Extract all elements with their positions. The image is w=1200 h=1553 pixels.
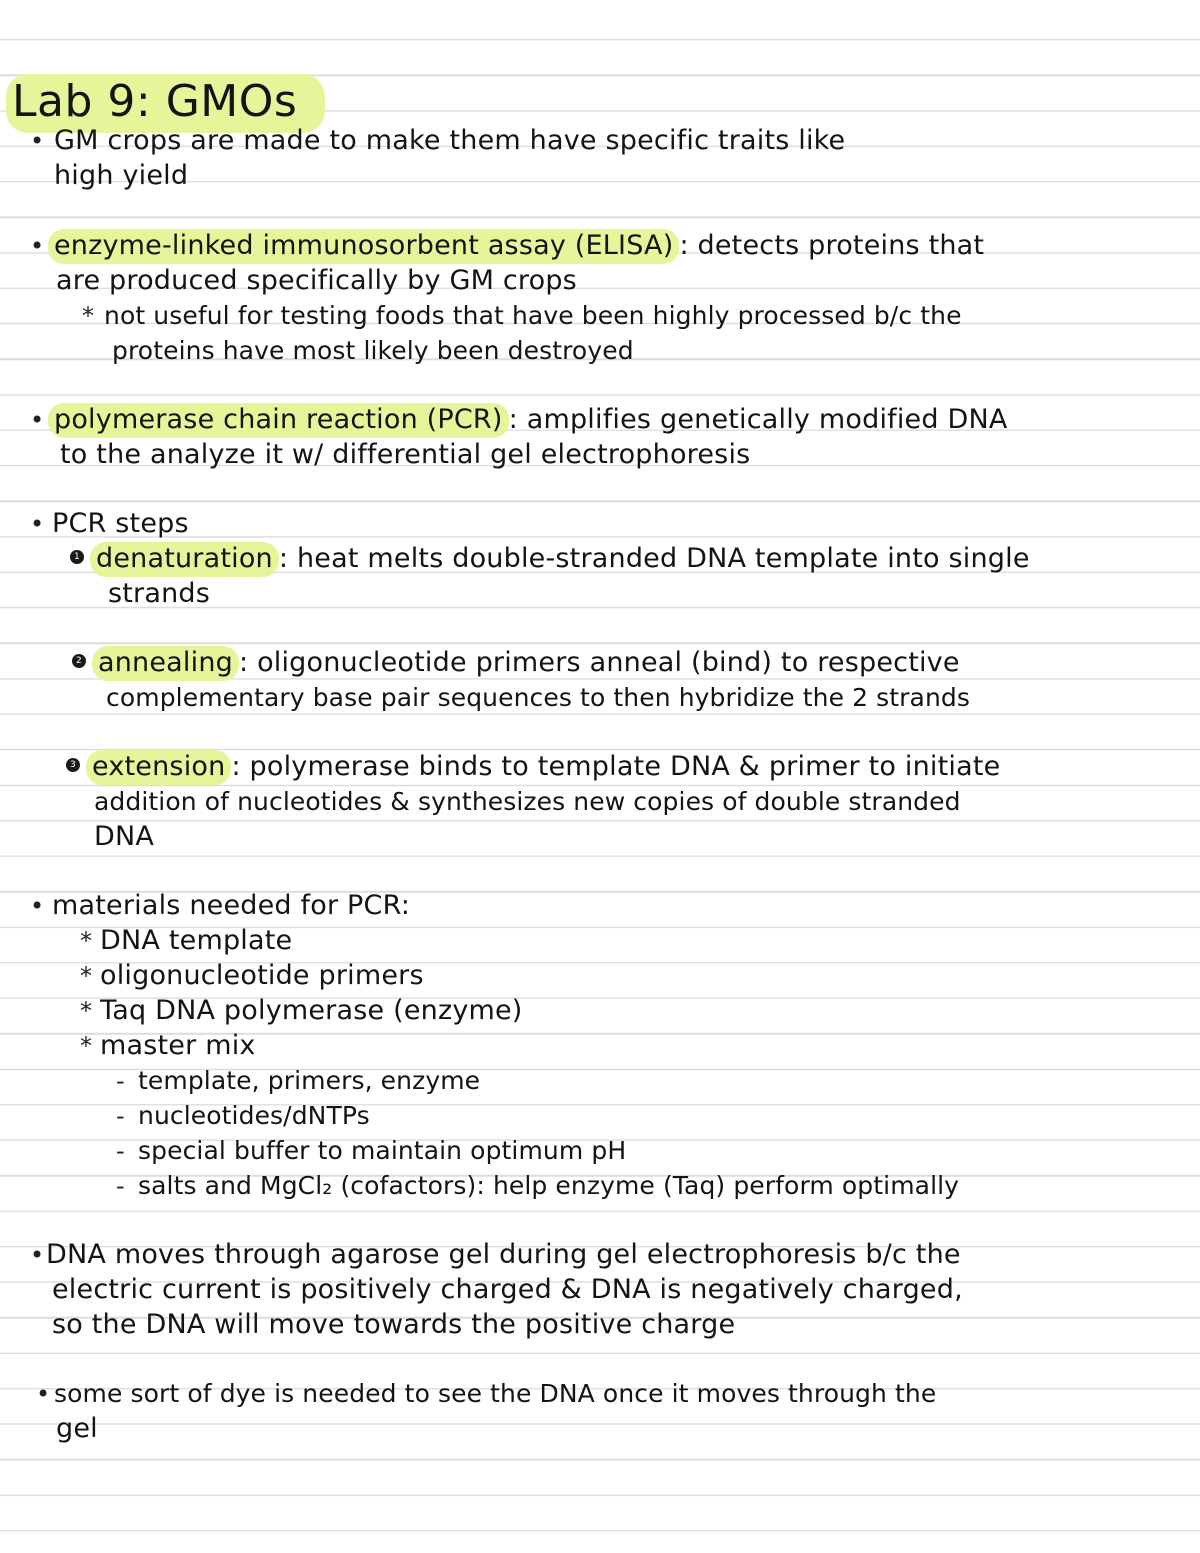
materials-heading: materials needed for PCR: (52, 890, 411, 921)
bullet-dot: • (30, 892, 45, 920)
bullet-dot: • (30, 232, 45, 260)
step-1-line-1 (70, 542, 1030, 576)
step-2-line-2: complementary base pair sequences to then hybridize the 2 strands (106, 683, 971, 712)
step-2-definition: : oligonucleotide primers anneal (bind) to respective (238, 647, 960, 678)
elisa-term: enzyme-linked immunosorbent assay (ELISA) (48, 229, 679, 264)
step-3-line-3: DNA (94, 821, 155, 852)
asterisk-bullet: * (80, 997, 92, 1025)
step-3-term: extension (86, 750, 231, 785)
dna-moves-line-1: DNA moves through agarose gel during gel electrophoresis b/c the (46, 1239, 961, 1270)
dye-line-1: some sort of dye is needed to see the DNA once it moves through the (54, 1379, 937, 1408)
dna-moves-line-2: electric current is positively charged & DNA is negatively charged, (52, 1274, 963, 1305)
page-title (6, 76, 325, 128)
asterisk-bullet: * (80, 1032, 92, 1060)
step-3-line-1 (66, 750, 1000, 784)
elisa-line-1 (48, 229, 984, 263)
master-mix-item: special buffer to maintain optimum pH (138, 1136, 627, 1165)
gm-crops-line-2: high yield (54, 160, 189, 191)
material-item: Taq DNA polymerase (enzyme) (100, 995, 523, 1026)
dash-bullet: - (116, 1172, 125, 1200)
pcr-steps-heading: PCR steps (52, 508, 189, 539)
step-2-line-1 (72, 646, 960, 680)
step-1-line-2: strands (108, 578, 211, 609)
elisa-sub-line-2: proteins have most likely been destroyed (112, 336, 634, 365)
step-3-number: 3 (66, 758, 80, 772)
title-highlight: Lab 9: GMOs (6, 74, 325, 133)
material-item: DNA template (100, 925, 293, 956)
step-2-number: 2 (72, 654, 86, 668)
bullet-dot: • (36, 1380, 51, 1408)
material-item: master mix (100, 1030, 256, 1061)
step-1-definition: : heat melts double-stranded DNA template into single (278, 543, 1030, 574)
pcr-line-1 (48, 403, 1008, 437)
dye-line-2: gel (56, 1413, 98, 1444)
step-1-number: 1 (70, 550, 84, 564)
master-mix-item: nucleotides/dNTPs (138, 1101, 370, 1130)
asterisk-bullet: * (80, 927, 92, 955)
dash-bullet: - (116, 1102, 125, 1130)
pcr-line-2: to the analyze it w/ differential gel electrophoresis (60, 439, 751, 470)
bullet-dot: • (30, 127, 45, 155)
pcr-definition: : amplifies genetically modified DNA (508, 404, 1008, 435)
bullet-dot: • (30, 1241, 45, 1269)
dash-bullet: - (116, 1067, 125, 1095)
step-3-definition: : polymerase binds to template DNA & primer to initiate (231, 751, 1001, 782)
bullet-dot: • (30, 510, 45, 538)
elisa-line-2: are produced specifically by GM crops (56, 265, 577, 296)
pcr-term: polymerase chain reaction (PCR) (48, 403, 509, 438)
master-mix-item: salts and MgCl₂ (cofactors): help enzyme (Taq) perform optimally (138, 1171, 960, 1200)
bullet-dot: • (30, 406, 45, 434)
elisa-definition: : detects proteins that (679, 230, 985, 261)
material-item: oligonucleotide primers (100, 960, 424, 991)
step-3-line-2: addition of nucleotides & synthesizes new copies of double stranded (94, 787, 961, 816)
asterisk-bullet: * (82, 302, 94, 330)
step-1-term: denaturation (90, 542, 279, 577)
asterisk-bullet: * (80, 962, 92, 990)
step-2-term: annealing (92, 646, 239, 681)
dna-moves-line-3: so the DNA will move towards the positive charge (52, 1309, 736, 1340)
dash-bullet: - (116, 1137, 125, 1165)
master-mix-item: template, primers, enzyme (138, 1066, 481, 1095)
elisa-sub-line-1: not useful for testing foods that have been highly processed b/c the (104, 301, 962, 330)
gm-crops-line-1: GM crops are made to make them have specific traits like (54, 125, 846, 156)
